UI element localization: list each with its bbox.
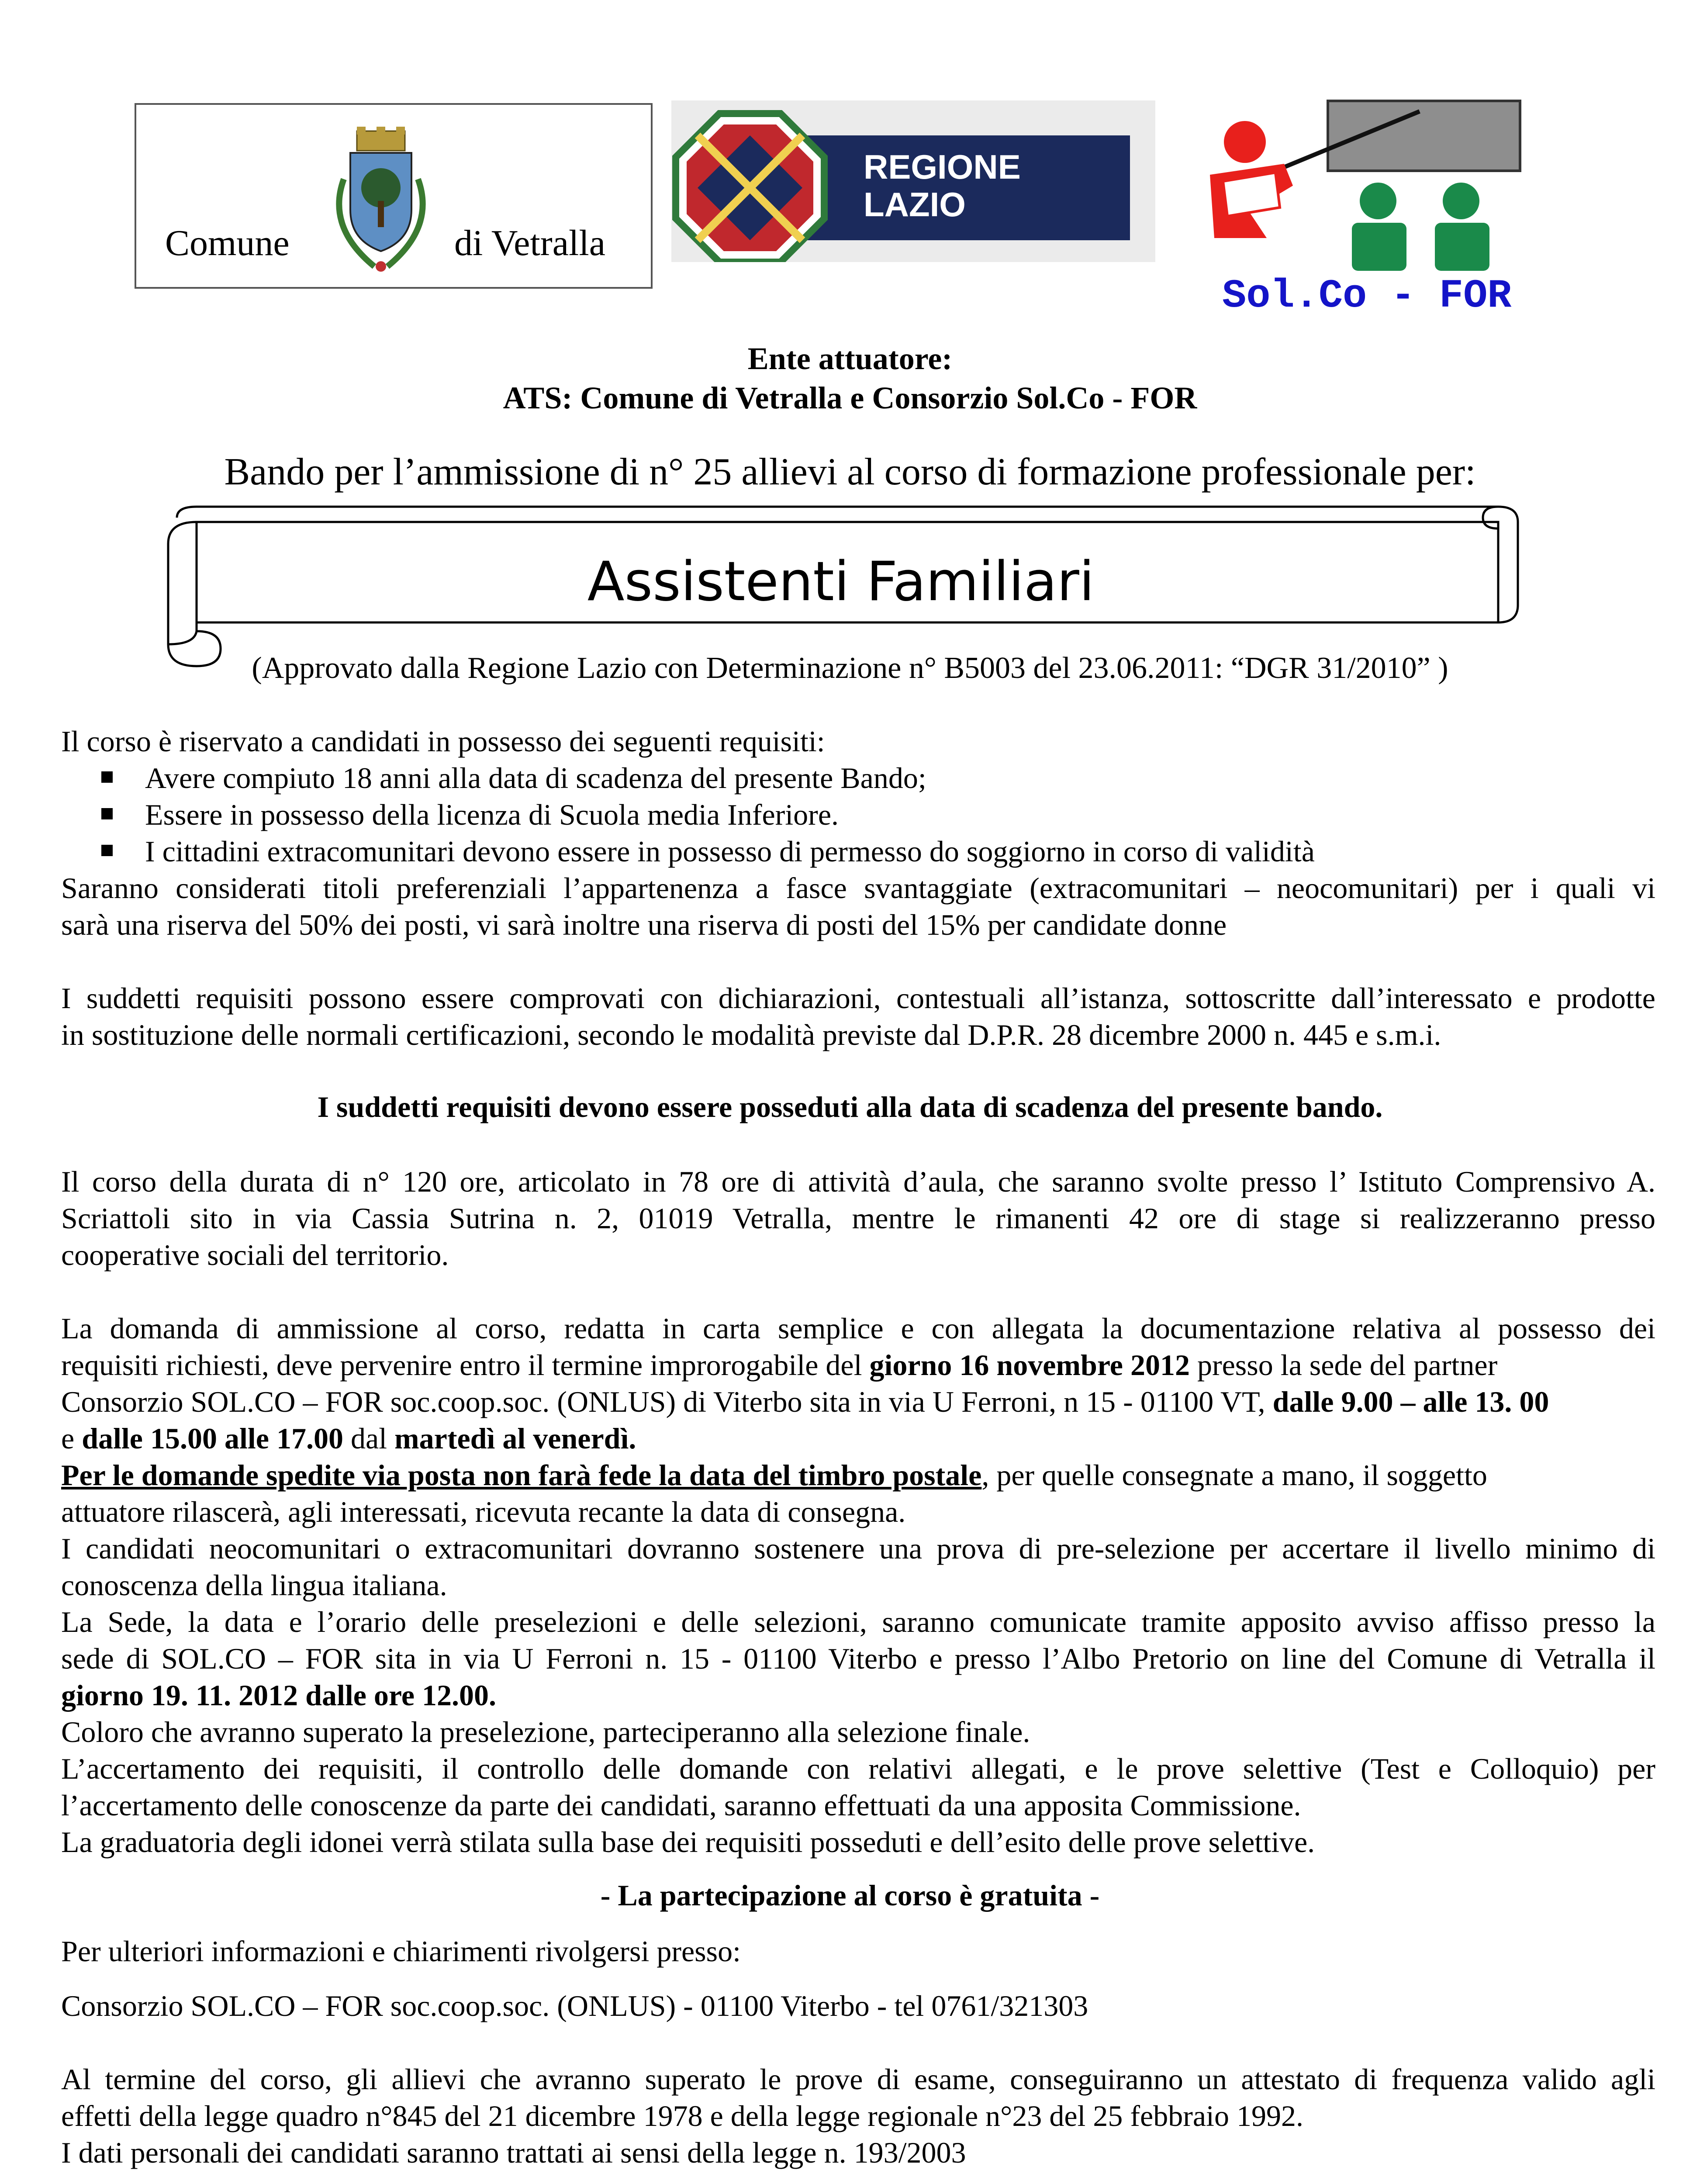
application-line: conoscenza della lingua italiana. bbox=[61, 1569, 447, 1602]
approval-note: (Approvato dalla Regione Lazio con Determinazione n° B5003 del 23.06.2011: “DGR 31/2010” ) bbox=[252, 651, 1448, 685]
application-line: requisiti richiesti, deve pervenire entro il termine improrogabile del giorno 16 novembre 2012 presso la sede del partner bbox=[61, 1348, 1498, 1382]
application-line: e dalle 15.00 alle 17.00 dal martedì al venerdì. bbox=[61, 1422, 636, 1455]
application-line: I candidati neocomunitari o extracomunitari dovranno sostenere una prova di pre-selezione per accertare il livello minimo di bbox=[61, 1532, 1655, 1565]
ente-value: ATS: Comune di Vetralla e Consorzio Sol.Co - FOR bbox=[503, 380, 1197, 415]
closing-line: I dati personali dei candidati saranno trattati ai sensi della legge n. 193/2003 bbox=[61, 2136, 966, 2169]
regione-logo-line1: REGIONE bbox=[864, 148, 1021, 186]
application-line: attuatore rilascerà, agli interessati, ricevuta recante la data di consegna. bbox=[61, 1495, 906, 1528]
application-line: Coloro che avranno superato la preselezione, parteciperanno alla selezione finale. bbox=[61, 1715, 1030, 1749]
application-line: sede di SOL.CO – FOR sita in via U Ferroni n. 15 - 01100 Viterbo e presso l’Albo Pretorio on line del Comune di Vetralla il bbox=[61, 1642, 1655, 1675]
contact-details: Consorzio SOL.CO – FOR soc.coop.soc. (ONLUS) - 01100 Viterbo - tel 0761/321303 bbox=[61, 1989, 1088, 2022]
closing-line: Al termine del corso, gli allievi che avranno superato le prove di esame, conseguiranno un attestato di frequenza valido agli bbox=[61, 2063, 1655, 2096]
preference-line: Saranno considerati titoli preferenziali l’appartenenza a fasce svantaggiate (extracomunitari – neocomunitari) per i quali vi bbox=[61, 871, 1655, 905]
proof-line: in sostituzione delle normali certificazioni, secondo le modalità previste dal D.P.R. 28 dicembre 2000 n. 445 e s.m.i. bbox=[61, 1018, 1441, 1051]
application-line: giorno 19. 11. 2012 dalle ore 12.00. bbox=[61, 1679, 497, 1712]
regione-logo-line2: LAZIO bbox=[864, 185, 966, 224]
comune-logo bbox=[135, 103, 653, 289]
bullet-square-icon bbox=[101, 808, 113, 819]
requirement-item: I cittadini extracomunitari devono essere in possesso di permesso do soggiorno in corso di validità bbox=[101, 833, 1315, 870]
coat-of-arms-icon bbox=[309, 127, 453, 275]
regione-lazio-logo bbox=[671, 100, 1155, 262]
closing-line: effetti della legge quadro n°845 del 21 dicembre 1978 e della legge regionale n°23 del 25 febbraio 1992. bbox=[61, 2099, 1303, 2132]
teacher-pointing-icon bbox=[1184, 98, 1529, 273]
comune-logo-word1: Comune bbox=[165, 223, 290, 263]
application-line: Consorzio SOL.CO – FOR soc.coop.soc. (ONLUS) di Viterbo sita in via U Ferroni, n 15 - 01100 VT, dalle 9.00 – alle 13. 00 bbox=[61, 1385, 1549, 1418]
ente-label: Ente attuatore: bbox=[747, 341, 953, 376]
free-participation-notice: - La partecipazione al corso è gratuita - bbox=[600, 1879, 1100, 1912]
deadline-notice: I suddetti requisiti devono essere posseduti alla data di scadenza del presente bando. bbox=[317, 1090, 1383, 1123]
application-line: La Sede, la data e l’orario delle preselezioni e delle selezioni, saranno comunicate tramite apposito avviso affisso presso la bbox=[61, 1605, 1655, 1638]
application-line: La domanda di ammissione al corso, redatta in carta semplice e con allegata la documentazione relativa al possesso dei bbox=[61, 1312, 1655, 1345]
application-line: l’accertamento delle conoscenze da parte dei candidati, saranno effettuati da una apposita Commissione. bbox=[61, 1789, 1301, 1822]
bando-title: Bando per l’ammissione di n° 25 allievi al corso di formazione professionale per: bbox=[224, 451, 1476, 493]
application-line: L’accertamento dei requisiti, il controllo delle domande con relativi allegati, e le prove selettive (Test e Colloquio) per bbox=[61, 1752, 1655, 1785]
preference-line: sarà una riserva del 50% dei posti, vi sarà inoltre una riserva di posti del 15% per candidate donne bbox=[61, 908, 1227, 941]
solco-logo-label: Sol.Co - FOR bbox=[1222, 273, 1512, 319]
application-line: La graduatoria degli idonei verrà stilata sulla base dei requisiti posseduti e dell’esito delle prove selettive. bbox=[61, 1825, 1315, 1859]
requirement-item: Essere in possesso della licenza di Scuola media Inferiore. bbox=[101, 796, 839, 833]
requirement-item: Avere compiuto 18 anni alla data di scadenza del presente Bando; bbox=[101, 760, 926, 796]
requirements-intro: Il corso è riservato a candidati in possesso dei seguenti requisiti: bbox=[61, 725, 825, 758]
solco-for-logo bbox=[1184, 98, 1529, 325]
course-line: cooperative sociali del territorio. bbox=[61, 1238, 449, 1272]
application-line: Per le domande spedite via posta non farà fede la data del timbro postale, per quelle consegnate a mano, il soggetto bbox=[61, 1458, 1487, 1492]
course-line: Il corso della durata di n° 120 ore, articolato in 78 ore di attività d’aula, che saranno svolte presso l’ Istituto Comprensivo A. bbox=[61, 1165, 1655, 1198]
contact-intro: Per ulteriori informazioni e chiarimenti rivolgersi presso: bbox=[61, 1935, 741, 1968]
course-line: Scriattoli sito in via Cassia Sutrina n. 2, 01019 Vetralla, mentre le rimanenti 42 ore di stage si realizzeranno presso bbox=[61, 1202, 1655, 1235]
bullet-square-icon bbox=[101, 845, 113, 856]
comune-logo-word2: di Vetralla bbox=[454, 223, 606, 263]
course-title: Assistenti Familiari bbox=[587, 550, 1095, 613]
proof-line: I suddetti requisiti possono essere comprovati con dichiarazioni, contestuali all’istanza, sottoscritte dall’interessato e prodotte bbox=[61, 981, 1655, 1015]
bullet-square-icon bbox=[101, 771, 113, 783]
course-title-scroll bbox=[155, 505, 1527, 670]
